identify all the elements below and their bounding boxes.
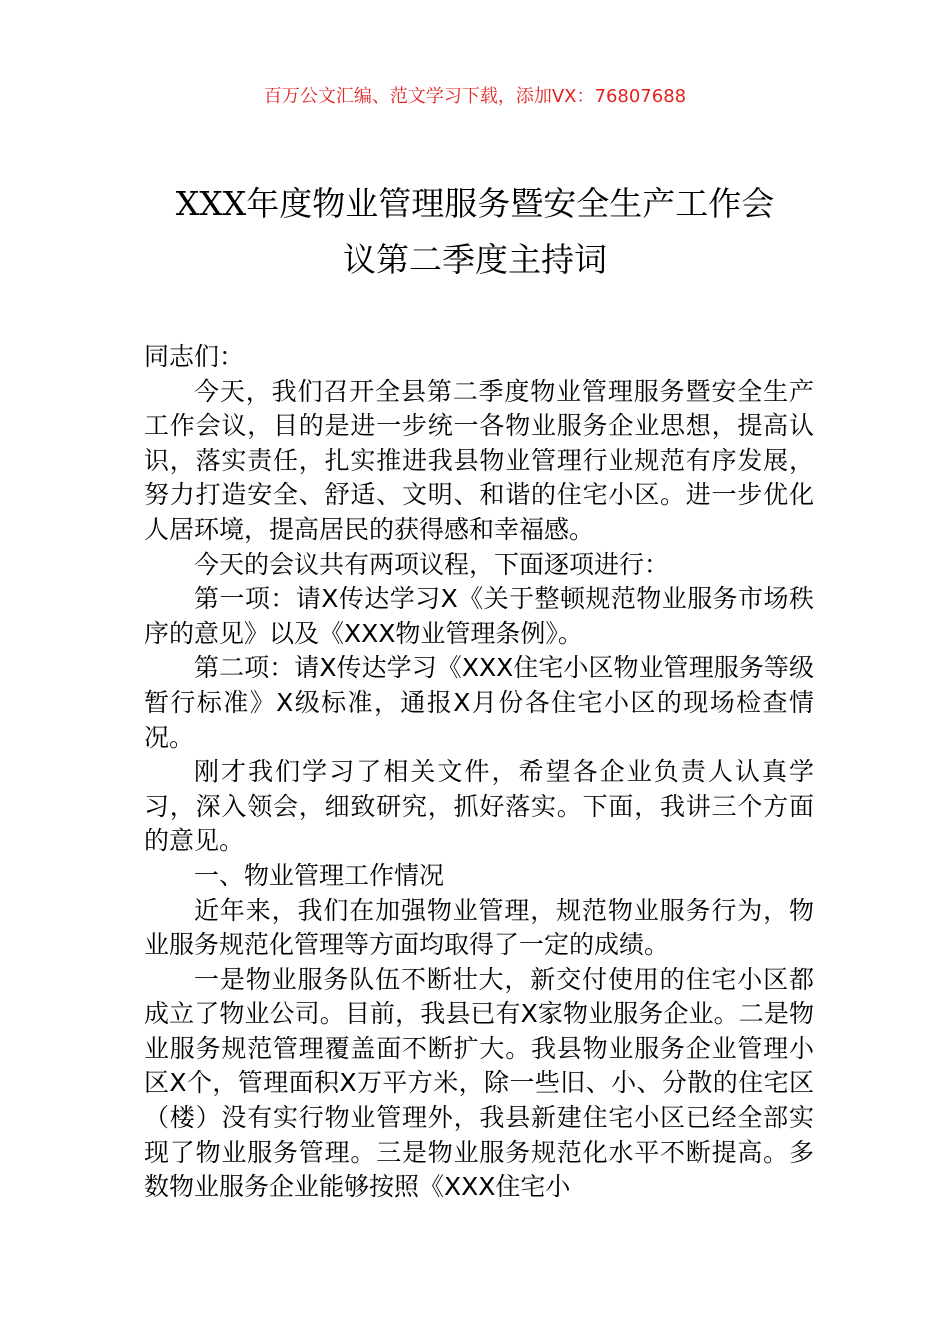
section-heading-1: 一、物业管理工作情况	[194, 860, 445, 890]
title-line-1: XXX年度物业管理服务暨安全生产工作会	[175, 184, 775, 223]
paragraph-achievements-detail: 一是物业服务队伍不断壮大，新交付使用的住宅小区都成立了物业公司。目前，我县已有X家物业服务企业。二是物业服务规范管理覆盖面不断扩大。我县物业服务企业管理小区X个，管理面积X万平方米，除一些旧、小、分散的住宅区（楼）没有实行物业管理外，我县新建住宅小区已经全部实现了物业服务管理。三是物业服务规范化水平不断提高。多数物业服务企业能够按照《XXX住宅小	[144, 964, 814, 1202]
title-line-2: 议第二季度主持词	[343, 240, 607, 279]
paragraph-agenda-intro: 今天的会议共有两项议程，下面逐项进行：	[194, 549, 670, 579]
document-body	[144, 340, 814, 1205]
paragraph-agenda-item-1: 第一项：请X传达学习X《关于整顿规范物业服务市场秩序的意见》以及《XXX物业管理条例》。	[144, 584, 814, 648]
document-title	[100, 176, 850, 288]
paragraph-opening: 今天，我们召开全县第二季度物业管理服务暨安全生产工作会议，目的是进一步统一各物业服务企业思想，提高认识，落实责任，扎实推进我县物业管理行业规范有序发展，努力打造安全、舒适、文明、和谐的住宅小区。进一步优化人居环境，提高居民的获得感和幸福感。	[144, 376, 814, 544]
salutation: 同志们：	[144, 342, 245, 371]
paragraph-transition: 刚才我们学习了相关文件，希望各企业负责人认真学习，深入领会，细致研究，抓好落实。下面，我讲三个方面的意见。	[144, 757, 814, 856]
paragraph-agenda-item-2: 第二项：请X传达学习《XXX住宅小区物业管理服务等级暂行标准》X级标准，通报X月份各住宅小区的现场检查情况。	[144, 653, 814, 752]
paragraph-achievements-intro: 近年来，我们在加强物业管理，规范物业服务行为，物业服务规范化管理等方面均取得了一定的成绩。	[144, 895, 814, 960]
header-watermark-note: 百万公文汇编、范文学习下载，添加VX：76807688	[263, 86, 687, 107]
